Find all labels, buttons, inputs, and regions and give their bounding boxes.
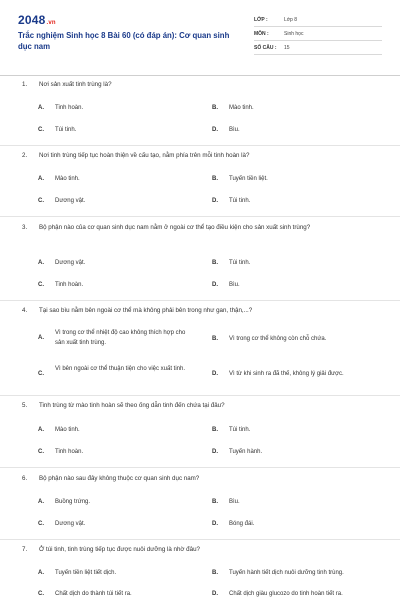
option-text: Bìu. — [229, 282, 240, 288]
option-b[interactable] — [212, 497, 240, 507]
logo-tld: .vn — [46, 20, 56, 26]
option-a[interactable] — [38, 497, 90, 507]
option-letter: D. — [212, 449, 218, 455]
question-number: 7. — [22, 546, 28, 553]
meta-value: Lớp 8 — [284, 16, 298, 23]
option-text: Túi tinh. — [229, 427, 251, 433]
meta-row-count — [254, 41, 382, 55]
option-text: Bìu. — [229, 499, 240, 505]
option-letter: B. — [212, 260, 218, 266]
option-text: Vì trong cơ thể nhiệt độ cao không thích hợp cho sản xuất tinh trùng. — [55, 330, 186, 346]
option-text: Mào tinh. — [55, 427, 80, 433]
meta-row-grade — [254, 13, 382, 27]
question-number: 6. — [22, 475, 28, 482]
option-text: Mào tinh. — [229, 105, 254, 111]
option-d[interactable] — [212, 447, 262, 457]
option-b[interactable] — [212, 174, 268, 184]
option-letter: B. — [212, 336, 218, 342]
option-text: Vì bên ngoài cơ thể thuận tiện cho việc xuất tinh. — [55, 366, 186, 372]
option-text: Bìu. — [229, 127, 240, 133]
option-letter: D. — [212, 591, 218, 597]
option-c[interactable] — [38, 447, 83, 457]
question-divider — [0, 395, 400, 396]
option-letter: A. — [38, 499, 44, 505]
meta-row-subject — [254, 27, 382, 41]
option-b[interactable] — [212, 568, 344, 578]
option-b[interactable] — [212, 258, 250, 268]
question-body: Tại sao bìu nằm bên ngoài cơ thể mà không phải bên trong như gan, thận,...? — [39, 307, 253, 314]
option-text: Tinh hoàn. — [55, 105, 84, 111]
option-text: Tuyến tiền liệt. — [229, 176, 268, 182]
option-d[interactable] — [212, 125, 240, 135]
option-text: Túi tinh. — [229, 198, 251, 204]
site-logo[interactable] — [18, 13, 56, 27]
question-text — [22, 401, 377, 412]
question-text — [22, 223, 377, 234]
option-b[interactable] — [212, 103, 254, 113]
option-letter: B. — [212, 105, 218, 111]
option-letter: C. — [38, 371, 44, 377]
option-text: Tinh hoàn. — [55, 282, 84, 288]
option-letter: C. — [38, 449, 44, 455]
option-text: Mào tinh. — [55, 176, 80, 182]
question-body: Bộ phận nào sau đây không thuộc cơ quan sinh dục nam? — [39, 475, 200, 482]
option-letter: C. — [38, 591, 44, 597]
document-header — [0, 0, 400, 76]
option-letter: A. — [38, 335, 44, 341]
meta-value: 15 — [284, 44, 290, 51]
question-number: 2. — [22, 152, 28, 159]
option-c[interactable] — [38, 589, 132, 599]
header-divider — [0, 75, 400, 76]
meta-label: SỐ CÂU : — [254, 44, 277, 51]
option-letter: D. — [212, 282, 218, 288]
question-body: Tinh trùng từ mào tinh hoàn sẽ theo ống dẫn tinh đến chứa tại đâu? — [39, 402, 225, 409]
option-c[interactable] — [38, 125, 76, 135]
option-text: Túi tinh. — [229, 260, 251, 266]
option-letter: B. — [212, 427, 218, 433]
meta-value: Sinh học — [284, 30, 304, 37]
option-text: Tinh hoàn. — [55, 449, 84, 455]
option-b[interactable] — [212, 334, 326, 344]
option-text: Buồng trứng. — [55, 499, 91, 505]
meta-label: MÔN : — [254, 30, 269, 37]
question-number: 3. — [22, 224, 28, 231]
question-text — [22, 306, 377, 317]
option-letter: C. — [38, 521, 44, 527]
question-number: 4. — [22, 307, 28, 314]
option-d[interactable] — [212, 280, 240, 290]
option-d[interactable] — [212, 369, 344, 379]
logo-text: 2048 — [18, 13, 46, 27]
question-text — [22, 151, 377, 162]
question-body: Ở túi tinh, tinh trùng tiếp tục được nuôi dưỡng là nhờ đâu? — [39, 546, 200, 553]
question-divider — [0, 145, 400, 146]
option-text: Dương vật. — [55, 260, 86, 266]
option-letter: A. — [38, 570, 44, 576]
question-body: Nơi sản xuất tinh trùng là? — [39, 81, 112, 88]
option-text: Vì trong cơ thể không còn chỗ chứa. — [229, 336, 327, 342]
option-letter: C. — [38, 127, 44, 133]
question-divider — [0, 300, 400, 301]
option-text: Dương vật. — [55, 198, 86, 204]
option-letter: A. — [38, 105, 44, 111]
option-c[interactable] — [38, 196, 85, 206]
option-d[interactable] — [212, 196, 250, 206]
option-letter: D. — [212, 198, 218, 204]
question-body: Bộ phận nào của cơ quan sinh dục nam nằm ở ngoài cơ thể tạo điều kiện cho sản xuất sinh trùng? — [39, 224, 311, 231]
meta-label: LỚP : — [254, 16, 268, 23]
option-letter: B. — [212, 176, 218, 182]
option-letter: D. — [212, 371, 218, 377]
option-a[interactable] — [38, 425, 80, 435]
option-text: Tuyến hành. — [229, 449, 263, 455]
option-a[interactable] — [38, 328, 195, 348]
question-divider — [0, 467, 400, 468]
option-c[interactable] — [38, 280, 83, 290]
option-letter: C. — [38, 198, 44, 204]
option-a[interactable] — [38, 174, 80, 184]
option-text: Tuyến hành tiết dịch nuôi dưỡng tinh trùng. — [229, 570, 344, 576]
option-letter: A. — [38, 260, 44, 266]
document-title: Trắc nghiệm Sinh học 8 Bài 60 (có đáp án): Cơ quan sinh dục nam — [18, 31, 230, 51]
option-a[interactable] — [38, 258, 85, 268]
question-text — [22, 545, 377, 556]
option-text: Bóng đái. — [229, 521, 255, 527]
option-letter: B. — [212, 570, 218, 576]
question-text — [22, 474, 377, 485]
option-c[interactable] — [38, 364, 195, 379]
option-d[interactable] — [212, 589, 343, 599]
meta-table — [254, 13, 382, 55]
option-text: Tuyến tiền liệt tiết dịch. — [55, 570, 117, 576]
option-text: Dương vật. — [55, 521, 86, 527]
question-body: Nơi tinh trùng tiếp tục hoàn thiện về cấu tạo, nằm phía trên mỗi tinh hoàn là? — [39, 152, 250, 159]
option-letter: D. — [212, 127, 218, 133]
option-letter: B. — [212, 499, 218, 505]
question-divider — [0, 539, 400, 540]
option-text: Túi tinh. — [55, 127, 77, 133]
question-divider — [0, 216, 400, 217]
option-letter: A. — [38, 427, 44, 433]
option-c[interactable] — [38, 519, 85, 529]
question-text — [22, 80, 377, 91]
option-letter: A. — [38, 176, 44, 182]
option-text: Chất dịch do thành túi tiết ra. — [55, 591, 132, 597]
option-text: Chất dịch giàu glucozo do tinh hoàn tiết ra. — [229, 591, 343, 597]
option-b[interactable] — [212, 425, 250, 435]
option-a[interactable] — [38, 103, 83, 113]
option-text: Vì từ khi sinh ra đã thế, không lý giải được. — [229, 371, 344, 377]
option-a[interactable] — [38, 568, 116, 578]
question-number: 5. — [22, 402, 28, 409]
option-d[interactable] — [212, 519, 254, 529]
option-letter: C. — [38, 282, 44, 288]
question-number: 1. — [22, 81, 28, 88]
option-letter: D. — [212, 521, 218, 527]
